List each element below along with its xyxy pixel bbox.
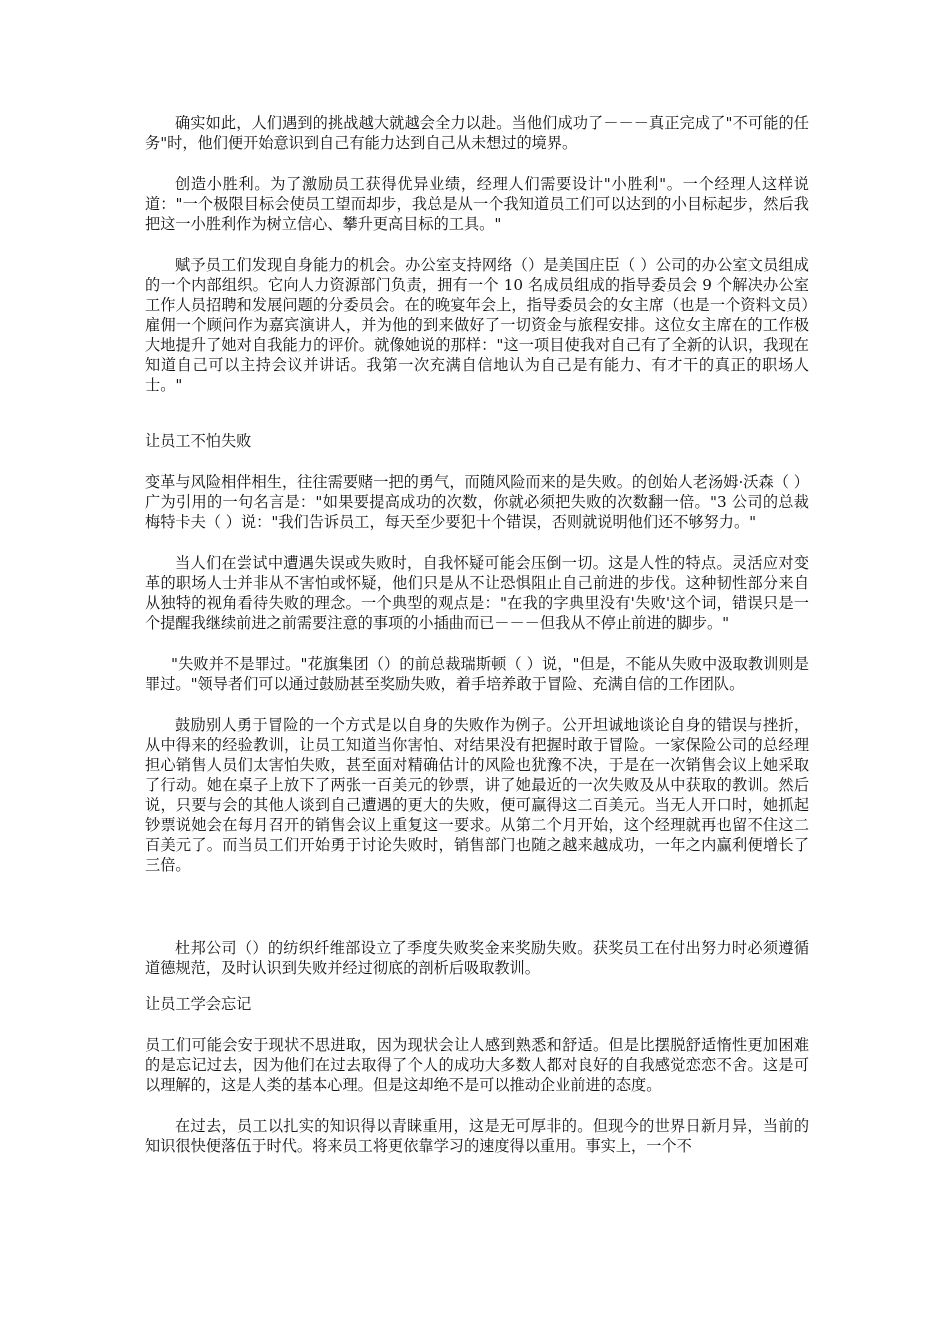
paragraph-self-doubt: 当人们在尝试中遭遇失误或失败时，自我怀疑可能会压倒一切。这是人性的特点。灵活应对变革的职场人士并非从不害怕或怀疑，他们只是从不让恐惧阻止自己前进的步伐。这种韧性部分来自从独特的视角看待失败的理念。一个典型的观点是："在我的字典里没有'失败'这个词，错误只是一个提醒我继续前进之前需要注意的事项的小插曲而已－－－但我从不停止前进的脚步。" — [145, 554, 809, 632]
paragraph-example: 鼓励别人勇于冒险的一个方式是以自身的失败作为例子。公开坦诚地谈论自身的错误与挫折，从中得来的经验教训，让员工知道当你害怕、对结果没有把握时敢于冒险。一家保险公司的总经理担心销售人员们太害怕失败，甚至面对精确估计的风险也犹豫不决，于是在一次销售会议上她采取了行动。她在桌子上放下了两张一百美元的钞票，讲了她最近的一次失败及从中获取的教训。然后说，只要与会的其他人谈到自己遭遇的更大的失败，便可赢得这二百美元。当无人开口时，她抓起钞票说她会在每月召开的销售会议上重复这一要求。从第二个月开始，这个经理就再也留不住这二百美元了。而当员工们开始勇于讨论失败时，销售部门也随之越来越成功，一年之内赢利便增长了三倍。 — [145, 716, 809, 874]
document-page — [145, 113, 809, 1177]
paragraph-knowledge: 在过去，员工以扎实的知识得以青睐重用，这是无可厚非的。但现今的世界日新月异，当前的知识很快便落伍于时代。将来员工将更依靠学习的速度得以重用。事实上，一个不 — [145, 1117, 809, 1155]
paragraph-risk: 变革与风险相伴相生，往往需要赌一把的勇气，而随风险而来的是失败。的创始人老汤姆·沃森（ ）广为引用的一句名言是："如果要提高成功的次数，你就必须把失败的次数翻一倍。"3 公司的总裁梅特卡夫（ ）说："我们告诉员工，每天至少要犯十个错误，否则就说明他们还不够努力。" — [145, 473, 809, 531]
paragraph-citigroup: "失败并不是罪过。"花旗集团（）的前总裁瑞斯顿（ ）说，"但是，不能从失败中汲取教训则是罪过。"领导者们可以通过鼓励甚至奖励失败，着手培养敢于冒险、充满自信的工作团队。 — [145, 655, 809, 693]
section-heading-forget: 让员工学会忘记 — [145, 995, 252, 1013]
paragraph-comfort: 员工们可能会安于现状不思进取，因为现状会让人感到熟悉和舒适。但是比摆脱舒适惰性更加困难的是忘记过去，因为他们在过去取得了个人的成功大多数人都对良好的自我感觉恋恋不舍。这是可以理解的，这是人类的基本心理。但是这却绝不是可以推动企业前进的态度。 — [145, 1036, 809, 1094]
paragraph-small-wins: 创造小胜利。为了激励员工获得优异业绩，经理人们需要设计"小胜利"。一个经理人这样说道："一个极限目标会使员工望而却步，我总是从一个我知道员工们可以达到的小目标起步，然后我把这一小胜利作为树立信心、攀升更高目标的工具。" — [145, 175, 809, 233]
paragraph-challenge: 确实如此，人们遇到的挑战越大就越会全力以赴。当他们成功了－－－真正完成了"不可能的任务"时，他们便开始意识到自己有能力达到自己从未想过的境界。 — [145, 114, 809, 152]
section-heading-failure: 让员工不怕失败 — [145, 432, 252, 450]
paragraph-dupont: 杜邦公司（）的纺织纤维部设立了季度失败奖金来奖励失败。获奖员工在付出努力时必须遵循道德规范，及时认识到失败并经过彻底的剖析后吸取教训。 — [145, 939, 809, 977]
paragraph-opportunity: 赋予员工们发现自身能力的机会。办公室支持网络（）是美国庄臣（ ）公司的办公室文员组成的一个内部组织。它向人力资源部门负责，拥有一个 10 名成员组成的指导委员会 9 个解决办公室工作人员招聘和发展问题的分委员会。在的晚宴年会上，指导委员会的女主席（也是一个资料文员）雇佣一个顾问作为嘉宾演讲人，并为他的到来做好了一切资金与旅程安排。这位女主席在的工作极大地提升了她对自我能力的评价。就像她说的那样："这一项目使我对自己有了全新的认识，我现在知道自己可以主持会议并讲话。我第一次充满自信地认为自己是有能力、有才干的真正的职场人士。" — [145, 256, 809, 394]
